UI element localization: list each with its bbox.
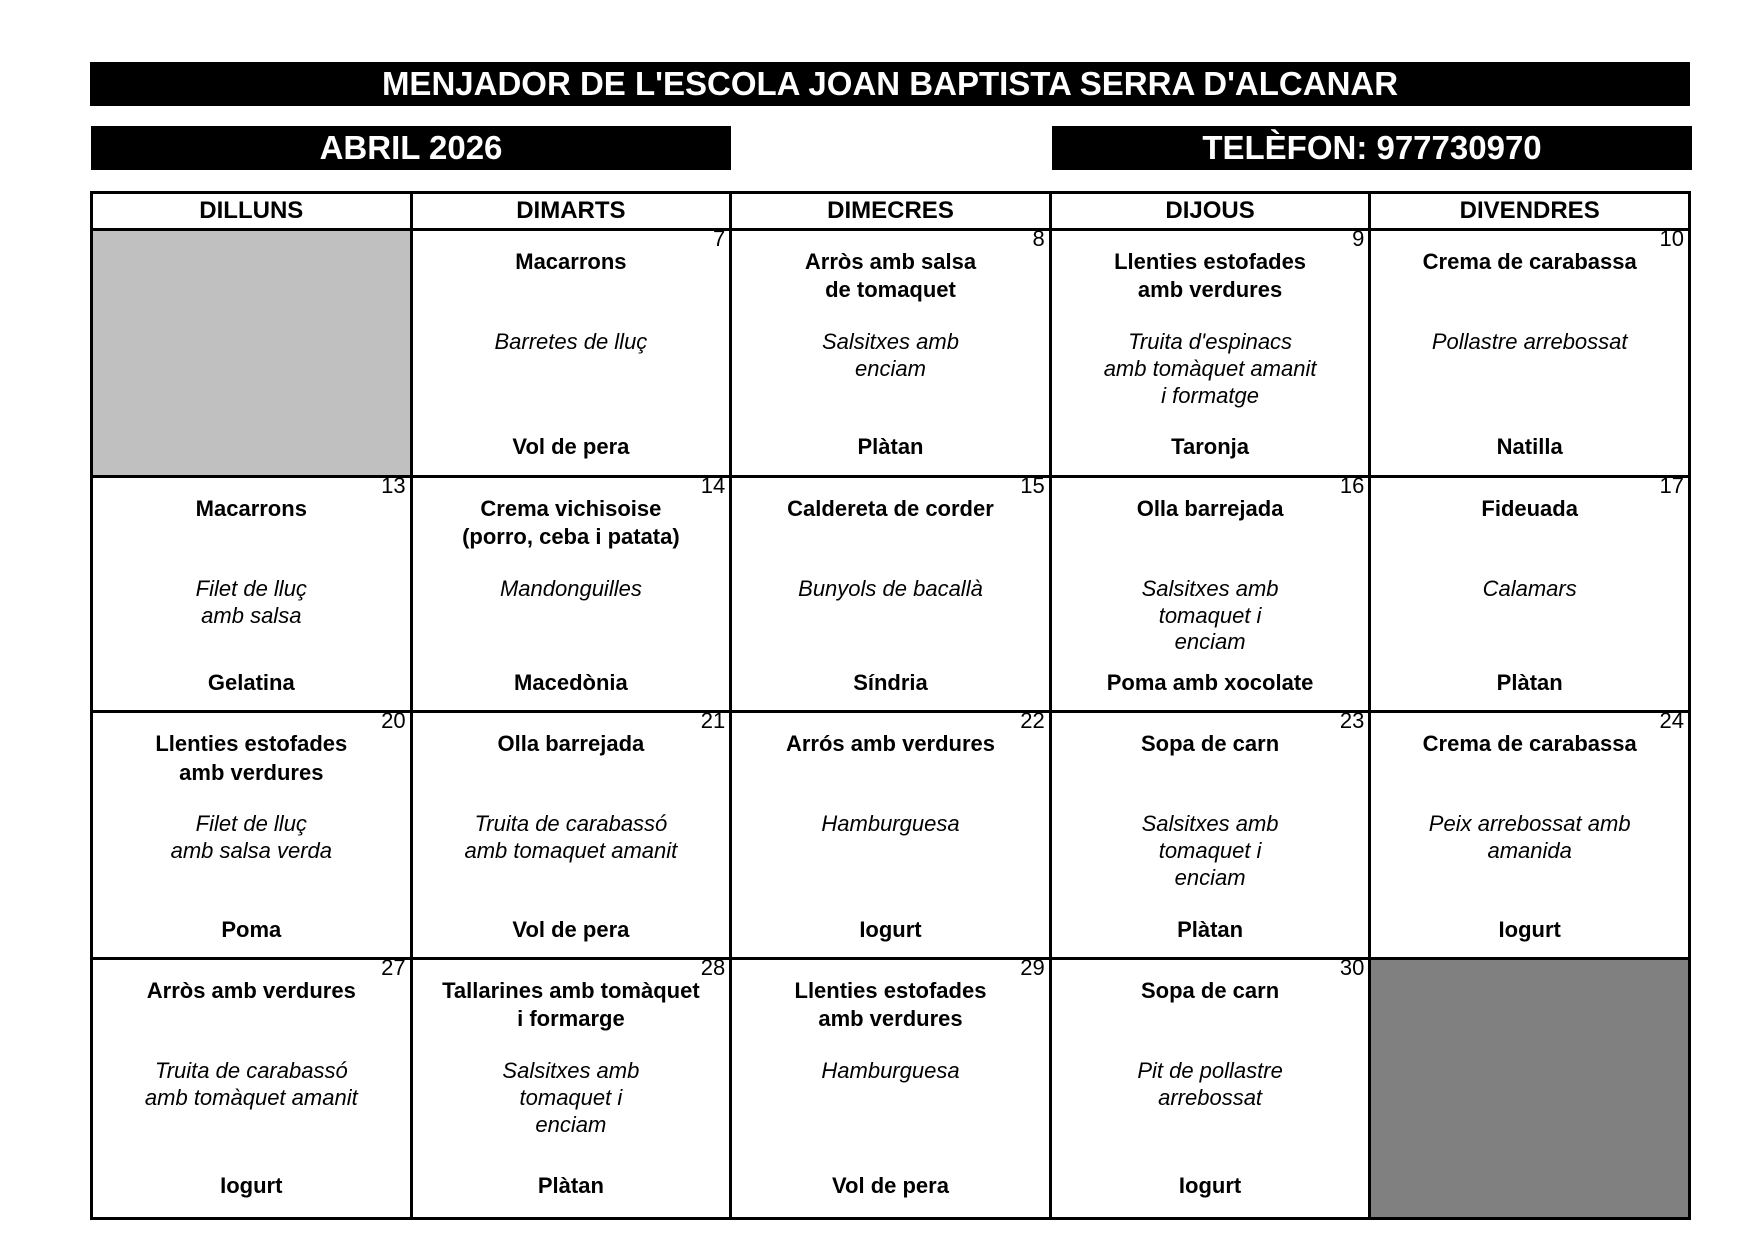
second-course: Bunyols de bacallà: [798, 575, 983, 601]
second-course: Barretes de lluç: [494, 329, 648, 354]
dessert: Gelatina: [207, 670, 295, 696]
second-course: Filet de lluç amb salsa: [195, 575, 307, 628]
empty-day-cell: [1370, 959, 1690, 1219]
week-row: [92, 230, 1690, 477]
first-course: Crema vichisoise (porro, ceba i patata): [462, 495, 680, 549]
day-number: 30: [1339, 955, 1365, 981]
day-cell: [92, 955, 412, 1219]
dessert: Iogurt: [859, 916, 922, 942]
day-cell: [1050, 708, 1370, 959]
dessert: Plàtan: [537, 1172, 604, 1198]
day-cell: [92, 472, 412, 712]
day-cell: [731, 708, 1051, 959]
first-course: Arròs amb verdures: [146, 978, 356, 1004]
day-number: 17: [1659, 472, 1684, 498]
day-cell: [411, 472, 731, 712]
week-row: [92, 959, 1690, 1219]
second-course: Truita de carabassó amb tomàquet amanit: [144, 1058, 358, 1110]
weekday-friday: DIVENDRES: [1370, 193, 1690, 230]
weekday-thursday: DIJOUS: [1050, 193, 1370, 230]
day-number: 20: [381, 708, 406, 734]
weekday-header-row: [92, 193, 1690, 230]
second-course: Hamburguesa: [821, 811, 960, 837]
second-course: Pollastre arrebossat: [1431, 329, 1628, 354]
dessert: Poma amb xocolate: [1106, 670, 1314, 696]
day-number: 10: [1659, 226, 1684, 251]
day-number: 29: [1020, 955, 1045, 981]
dessert: Vol de pera: [512, 916, 630, 942]
dessert: Iogurt: [1178, 1172, 1242, 1198]
first-course: Olla barrejada: [497, 731, 645, 757]
day-cell: [92, 708, 412, 959]
day-cell: [1050, 472, 1370, 712]
weekday-wednesday: DIMECRES: [731, 193, 1051, 230]
second-course: Peix arrebossat amb amanida: [1428, 811, 1631, 864]
first-course: Olla barrejada: [1136, 495, 1284, 521]
day-cell: [1370, 472, 1690, 712]
first-course: Llenties estofades amb verdures: [1114, 249, 1307, 303]
second-course: Truita d'espinacs amb tomàquet amanit i formatge: [1103, 329, 1317, 408]
week-row: [92, 712, 1690, 959]
day-number: 9: [1352, 226, 1365, 251]
day-cell: [1050, 955, 1370, 1219]
second-course: Hamburguesa: [821, 1058, 960, 1084]
dessert: Macedònia: [514, 670, 628, 696]
second-course: Pit de pollastre arrebossat: [1137, 1058, 1283, 1110]
dessert: Iogurt: [1498, 916, 1561, 942]
week-row: [92, 476, 1690, 712]
page-title: MENJADOR DE L'ESCOLA JOAN BAPTISTA SERRA D'ALCANAR: [90, 62, 1690, 106]
day-cell: [411, 708, 731, 959]
phone-banner: TELÈFON: 977730970: [1052, 126, 1692, 170]
first-course: Arrós amb verdures: [785, 731, 996, 757]
second-course: Salsitxes amb enciam: [822, 329, 959, 381]
dessert: Plàtan: [1496, 670, 1563, 696]
second-course: Filet de lluç amb salsa verda: [170, 811, 332, 864]
second-course: Mandonguilles: [499, 575, 642, 601]
first-course: Fideuada: [1481, 495, 1578, 521]
dessert: Iogurt: [220, 1172, 283, 1198]
month-banner: ABRIL 2026: [91, 126, 731, 170]
day-number: 14: [700, 472, 726, 498]
first-course: Arròs amb salsa de tomaquet: [804, 249, 977, 303]
dessert: Plàtan: [1177, 916, 1244, 942]
day-number: 28: [700, 955, 726, 981]
first-course: Caldereta de corder: [787, 495, 994, 521]
dessert: Taronja: [1171, 434, 1249, 460]
day-number: 22: [1020, 708, 1045, 734]
day-number: 21: [700, 708, 726, 734]
day-cell: [731, 955, 1051, 1219]
second-course: Salsitxes amb tomaquet i enciam: [502, 1058, 640, 1137]
second-course: Truita de carabassó amb tomaquet amanit: [464, 811, 678, 864]
day-number: 7: [712, 226, 726, 251]
day-number: 15: [1020, 472, 1045, 498]
first-course: Llenties estofades amb verdures: [155, 731, 348, 785]
first-course: Macarrons: [515, 249, 627, 274]
dessert: Natilla: [1496, 434, 1563, 460]
first-course: Llenties estofades amb verdures: [794, 978, 987, 1032]
dessert: Vol de pera: [512, 434, 630, 460]
dessert: Vol de pera: [832, 1172, 949, 1198]
first-course: Tallarines amb tomàquet i formarge: [442, 978, 700, 1032]
first-course: Macarrons: [195, 495, 307, 521]
empty-day-cell: [92, 230, 412, 477]
day-number: 23: [1339, 708, 1365, 734]
first-course: Sopa de carn: [1141, 731, 1280, 757]
second-course: Salsitxes amb tomaquet i enciam: [1141, 811, 1279, 891]
day-cell: [411, 955, 731, 1219]
day-cell: [1370, 708, 1690, 959]
weekday-monday: DILLUNS: [92, 193, 412, 230]
day-number: 24: [1659, 708, 1684, 734]
weekday-tuesday: DIMARTS: [411, 193, 731, 230]
day-cell: [1050, 226, 1370, 477]
day-cell: [411, 226, 731, 477]
day-number: 13: [381, 472, 406, 498]
day-cell: [1370, 226, 1690, 477]
day-number: 16: [1339, 472, 1365, 498]
day-number: 27: [381, 955, 406, 981]
day-cell: [731, 472, 1051, 712]
first-course: Crema de carabassa: [1422, 249, 1637, 274]
dessert: Síndria: [853, 670, 928, 696]
dessert: Plàtan: [857, 434, 924, 460]
dessert: Poma: [221, 916, 282, 942]
first-course: Crema de carabassa: [1422, 731, 1637, 757]
second-course: Calamars: [1482, 575, 1577, 601]
menu-calendar: [90, 191, 1691, 1220]
day-cell: [731, 226, 1051, 477]
day-number: 8: [1032, 226, 1045, 251]
second-course: Salsitxes amb tomaquet i enciam: [1141, 575, 1279, 655]
first-course: Sopa de carn: [1141, 978, 1280, 1004]
